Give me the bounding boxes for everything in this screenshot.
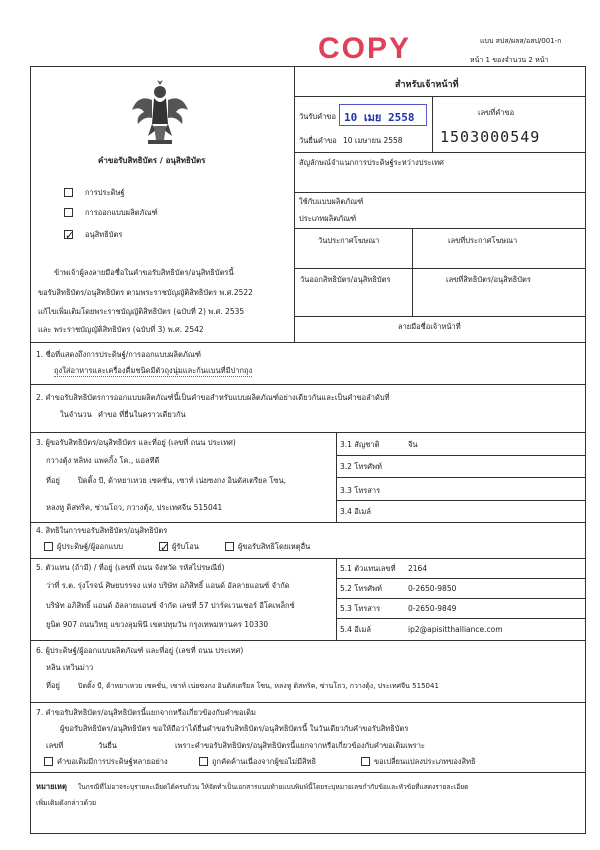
option-petty-patent-checkbox[interactable]: ✓ bbox=[65, 229, 75, 242]
sec3-addr1: ปิดติ้ง บี, ด้าหยาเหวย เซคชั่น, เซาท์ เน่ยซงกง อินดัสเตรียล โซน, bbox=[78, 476, 287, 485]
note-label: หมายเหตุ bbox=[36, 782, 67, 791]
sec5-line2: บริษัท อภิสิทธิ์ แอนด์ อัลลายแอนซ์ จำกัด เลขที่ 57 ปาร์คเวนเชอร์ อีโคเพล็กซ์ bbox=[46, 601, 295, 610]
sec5-fax-value: 0-2650-9849 bbox=[408, 604, 457, 613]
form-frame bbox=[30, 66, 586, 834]
sec5-no-label: 5.1 ตัวแทนเลขที่ bbox=[340, 564, 396, 573]
sec3-tel-label: 3.2 โทรศัพท์ bbox=[340, 462, 382, 471]
page-of: หน้า 1 ของจำนวน 2 หน้า bbox=[470, 56, 549, 64]
sec5-label: 5. ตัวแทน (ถ้ามี) / ที่อยู่ (เลขที่ ถนน จังหวัด รหัสไปรษณีย์) bbox=[36, 563, 225, 572]
sec3-label: 3. ผู้ขอรับสิทธิบัตร/อนุสิทธิบัตร และที่อยู่ (เลขที่ ถนน ประเทศ) bbox=[36, 438, 236, 447]
left-title: คำขอรับสิทธิบัตร / อนุสิทธิบัตร bbox=[98, 156, 206, 165]
sec6-addr-label: ที่อยู่ bbox=[46, 681, 60, 690]
request-line-4: และ พระราชบัญญัติสิทธิบัตร (ฉบับที่ 3) พ.ศ. 2542 bbox=[38, 325, 204, 334]
grant-no-label: เลขที่สิทธิบัตร/อนุสิทธิบัตร bbox=[446, 275, 531, 284]
sec5-line3: ยูนิต 907 ถนนวิทยุ แขวงลุมพินี เขตปทุมวัน กรุงเทพมหานคร 10330 bbox=[46, 620, 269, 629]
note-line1: ในกรณีที่ไม่อาจระบุรายละเอียดได้ครบถ้วน ให้จัดทำเป็นเอกสารแนบท้ายแบบพิมพ์นี้โดยระบุหมายเลขกำกับข้อและหัวข้อที่แสดงรายละเอียด bbox=[78, 783, 469, 791]
sec7-opt3-checkbox[interactable] bbox=[361, 757, 370, 766]
sec3-addr2: หลงหู ดิสทริค, ซ่านโถว, กวางตุ้ง, ประเทศจีน 515041 bbox=[46, 503, 223, 512]
top-divider bbox=[294, 66, 295, 342]
sec5-email-label: 5.4 อีเมล์ bbox=[340, 625, 371, 634]
sec7-opt2-checkbox[interactable] bbox=[199, 757, 208, 766]
garuda-emblem bbox=[130, 80, 190, 150]
sec5-line1: ว่าที่ ร.ต. รุ่งโรจน์ ศิษยบรรจง แห่ง บริษัท อภิสิทธิ์ แอนด์ อัลลายแอนซ์ จำกัด bbox=[46, 581, 290, 590]
sec7-opt3-label: ขอเปลี่ยนแปลงประเภทของสิทธิ bbox=[374, 757, 476, 766]
sec7-text: ผู้ขอรับสิทธิบัตร/อนุสิทธิบัตร ขอให้ถือว่าได้ยื่นคำขอรับสิทธิบัตร/อนุสิทธิบัตรนี้ ในวันเดียวกับคำขอรับสิทธิบัตร bbox=[60, 724, 409, 733]
sec3-fax-label: 3.3 โทรสาร bbox=[340, 486, 381, 495]
receive-date-label: วันรับคำขอ bbox=[299, 112, 336, 121]
sec3-addr-label: ที่อยู่ bbox=[46, 476, 60, 485]
grant-date-label: วันออกสิทธิบัตร/อนุสิทธิบัตร bbox=[300, 275, 391, 284]
option-invention-label: การประดิษฐ์ bbox=[85, 188, 125, 197]
sec5-tel-value: 0-2650-9850 bbox=[408, 584, 457, 593]
sec5-fax-label: 5.3 โทรสาร bbox=[340, 604, 381, 613]
signature-label: ลายมือชื่อเจ้าหน้าที่ bbox=[398, 322, 461, 331]
sec7-opt1-label: คำขอเดิมมีการประดิษฐ์หลายอย่าง bbox=[57, 757, 168, 766]
officer-heading: สำหรับเจ้าหน้าที่ bbox=[395, 80, 459, 90]
filing-date-value: 10 เมษายน 2558 bbox=[343, 136, 403, 145]
option-design-label: การออกแบบผลิตภัณฑ์ bbox=[85, 208, 158, 217]
sec5-tel-label: 5.2 โทรศัพท์ bbox=[340, 584, 382, 593]
sec7-opt1-checkbox[interactable] bbox=[44, 757, 53, 766]
option-petty-patent-label: อนุสิทธิบัตร bbox=[85, 230, 123, 239]
request-line-2: ขอรับสิทธิบัตร/อนุสิทธิบัตร ตามพระราชบัญญัติสิทธิบัตร พ.ศ.2522 bbox=[38, 288, 253, 297]
sec6-label: 6. ผู้ประดิษฐ์/ผู้ออกแบบผลิตภัณฑ์ และที่อยู่ (เลขที่ ถนน ประเทศ) bbox=[36, 646, 244, 655]
option-design-checkbox[interactable] bbox=[64, 208, 73, 217]
sec2-amount-suffix: คำขอ ที่ยื่นในคราวเดียวกัน bbox=[98, 410, 186, 419]
sec7-label: 7. คำขอรับสิทธิบัตร/อนุสิทธิบัตรนี้แยกจากหรือเกี่ยวข้องกับคำขอเดิม bbox=[36, 708, 256, 717]
sec1-label: 1. ชื่อที่แสดงถึงการประดิษฐ์/การออกแบบผลิตภัณฑ์ bbox=[36, 350, 201, 359]
sec5-email-value: ip2@apisitthalliance.com bbox=[408, 625, 503, 634]
intl-class-label: สัญลักษณ์จำแนกการประดิษฐ์ระหว่างประเทศ bbox=[299, 158, 444, 167]
request-line-1: ข้าพเจ้าผู้ลงลายมือชื่อในคำขอรับสิทธิบัตร/อนุสิทธิบัตรนี้ bbox=[54, 268, 234, 277]
sec6-addr: ปิดติ้ง บี, ด้าหยาเหวย เซคชั่น, เซาท์ เน่ยซงกง อินดัสเตรียล โซน, หลงหู ดิสทริค, ซ่านโถว, กวางตุ้ง, ประเทศจีน 515041 bbox=[78, 682, 439, 690]
option-invention-checkbox[interactable] bbox=[64, 188, 73, 197]
sec1-value: ถุงใส่อาหารและเครื่องดื่มชนิดมีตัวถุงนุ่มและก้นแบนที่มีปากถุง bbox=[54, 366, 253, 375]
sec4-label: 4. สิทธิในการขอรับสิทธิบัตร/อนุสิทธิบัตร bbox=[36, 526, 168, 535]
form-code: แบบ สปส/ผลส/อสป/001-ก bbox=[480, 37, 562, 45]
receive-date-value: 10 เมย 2558 bbox=[344, 111, 415, 124]
sec4-inventor-label: ผู้ประดิษฐ์/ผู้ออกแบบ bbox=[57, 542, 123, 551]
sec5-no-value: 2164 bbox=[408, 564, 428, 573]
sec2-label: 2. คำขอรับสิทธิบัตรการออกแบบผลิตภัณฑ์นี้เป็นคำขอสำหรับแบบผลิตภัณฑ์อย่างเดียวกันและเป็นคำขอลำดับที่ bbox=[36, 393, 390, 402]
sec3-email-label: 3.4 อีเมล์ bbox=[340, 507, 371, 516]
sec3-name: กวางตุ้ง หลิหง แพคกิ้ง โค., แอลทีดี bbox=[46, 456, 160, 465]
product-type-label: ประเภทผลิตภัณฑ์ bbox=[299, 214, 357, 223]
product-use-label: ใช้กับแบบผลิตภัณฑ์ bbox=[299, 197, 364, 206]
sec3-nat-label: 3.1 สัญชาติ bbox=[340, 440, 380, 449]
note-line2: เพิ่มเติมดังกล่าวด้วย bbox=[36, 799, 97, 807]
sec7-date-label: วันยื่น bbox=[98, 741, 117, 750]
sec7-no-label: เลขที่ bbox=[46, 741, 64, 750]
copy-stamp: COPY bbox=[318, 32, 412, 65]
sec4-other-label: ผู้ขอรับสิทธิโดยเหตุอื่น bbox=[238, 542, 311, 551]
sec2-amount-label: ในจำนวน bbox=[60, 410, 92, 419]
request-line-3: แก้ไขเพิ่มเติมโดยพระราชบัญญัติสิทธิบัตร (ฉบับที่ 2) พ.ศ. 2535 bbox=[38, 307, 245, 316]
sec4-assignee-checkbox[interactable]: ✓ bbox=[160, 541, 170, 554]
app-no-value: 1503000549 bbox=[440, 128, 541, 146]
pub-date-label: วันประกาศโฆษณา bbox=[318, 236, 380, 245]
sec4-inventor-checkbox[interactable] bbox=[44, 542, 53, 551]
sec4-assignee-label: ผู้รับโอน bbox=[172, 542, 199, 551]
sec6-name: หลิน เหวินม่าว bbox=[46, 663, 94, 672]
filing-date-label: วันยื่นคำขอ bbox=[299, 136, 337, 145]
sec4-other-checkbox[interactable] bbox=[225, 542, 234, 551]
sec3-nat-value: จีน bbox=[408, 440, 418, 449]
sec7-because-label: เพราะคำขอรับสิทธิบัตร/อนุสิทธิบัตรนี้แยกจากหรือเกี่ยวข้องกับคำขอเดิมเพราะ bbox=[175, 741, 425, 750]
pub-no-label: เลขที่ประกาศโฆษณา bbox=[448, 236, 518, 245]
app-no-label: เลขที่คำขอ bbox=[478, 108, 515, 117]
sec7-opt2-label: ถูกคัดค้านเนื่องจากผู้ขอไม่มีสิทธิ bbox=[212, 757, 317, 766]
